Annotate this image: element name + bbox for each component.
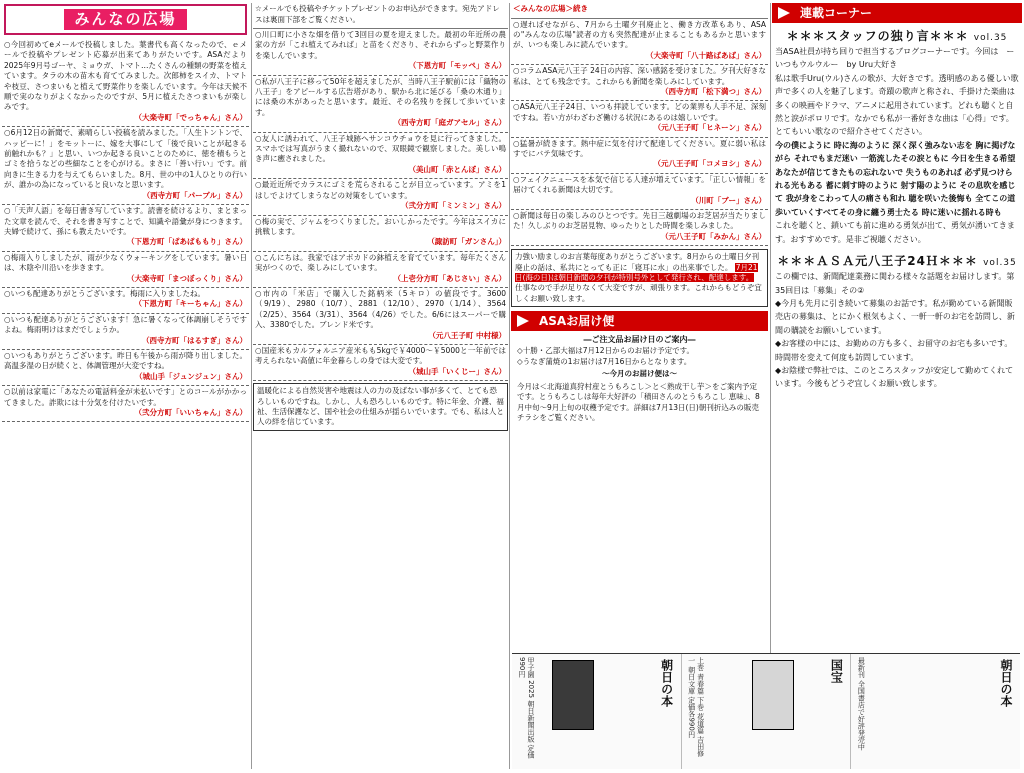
letter-signature: （下恩方町「ぱあぱももり」さん） [127,237,247,247]
list-item: ◇十勝・乙部大福は7月12日からのお届け予定です。 [517,346,694,356]
asa-title-text: ＊＊＊ＡＳＡ元八王子24Ｈ＊＊＊ [777,254,978,269]
book-series-title: 朝日の本 [659,659,674,707]
letter-text: ○新聞は毎日の楽しみのひとつです。先日三越劇場のお芝居が当たりました！久しぶりのお芝居見物、ゆったりとした時間を楽しみました。 [513,211,766,231]
letter-signature: （西寺方町「パープル」さん） [142,190,247,200]
reader-letter [253,29,508,76]
letter-signature: （城山手「ジュンジュン」さん） [134,371,247,381]
book-ad-asahi [851,654,1020,769]
staff-column-title [772,27,1022,44]
letter-signature: （上壱分方町「あじさい」さん） [393,273,506,283]
letter-signature: （下恩方町「モッペ」さん） [408,61,506,71]
staff-title-text: ＊＊＊スタッフの独り言＊＊＊ [786,29,969,43]
reader-letter [253,216,508,252]
book-ads [512,653,1020,769]
letter-signature: （元八王子町「ヒネーン」さん） [653,123,766,133]
triangle-icon [517,315,529,327]
reader-letter [2,386,249,422]
asa-24h-title [772,252,1022,269]
asa-reply-box [511,249,768,307]
triangle-icon [778,7,790,19]
column-divider [509,3,510,769]
letter-signature: （西寺方町「はるすぎ」さん） [142,335,247,345]
book-ad-kokuho [682,654,852,769]
reader-letter [511,174,768,210]
list-item: ◇うなぎ蒲焼の1お届けは7月16日からとなります。 [517,356,692,366]
asa-vol: vol.35 [983,258,1017,269]
letter-signature: （諏訪町「ガンさん」） [427,237,506,247]
asa-paragraph: ◆今月も先月に引き続いて募集のお話です。私が勤めている新聞販売店の募集は、とにかく根気もよく、一軒一軒のお宅を訪問し、新聞の購読をお願いしています。 [775,298,1015,335]
staff-intro: 当ASA社員が持ち回りで担当するブログコーナーです。今回は ーいつもウルウルー by Uru大好き [775,47,1015,70]
otodoke-title: ASAお届け便 [539,314,615,329]
otodoke-list [511,346,768,424]
reader-letter [253,133,508,180]
reader-letter [511,138,768,174]
reader-letter [2,350,249,386]
letter-text: ○川口町に小さな畑を借りて3回目の夏を迎えました。最初の年近所の農家の方が「これ植えてみれば」と苗をくださり、それからずっと野菜作りを楽しんでいます。 [255,30,506,60]
rensai-title: 連載コーナー [800,6,873,20]
letter-signature: （美山町「赤とんぼ」さん） [408,164,506,174]
letter-signature: （下恩方町「キーちゃん」さん） [134,299,247,309]
reader-letter [253,288,508,345]
otodoke-subtitle: ―ご注文品お届け日のご案内― [583,335,696,345]
lyrics-quote: 今の僕にように 時に海のように 深く深く強みない志を 胸に掲げながら それでもまだ迷い 一筋流したその涙ともに 今日を生きる希望 あなたが信じてきたもの忘れないで 失うものあれば 必ず見つけられる光もある 蓄に刺す時のように 射す陽のように その息吹を感じて 我が身をこわって人の痛さも和れ 聴を咲いた後悔も 全てこの道歩いていくすべてその身に纏う勇士たる 時に迷いに揺れる時も [775,140,1016,217]
asa-otodoke-header [511,311,768,331]
book-title: 国宝 [829,659,844,683]
staff-body [772,45,1022,246]
letter-text: ○梅の実で、ジャムをつくりました。おいしかったです。今年はスイカに挑戦します。 [255,216,506,236]
letter-text: ○いつも配達ありがとうございます。梅雨に入りましたね。 [4,288,205,298]
email-notice: ☆メールでも投稿やチケットプレゼントのお申込ができます。宛先アドレスは裏面下部をご覧ください。 [253,3,508,29]
reader-letter [2,288,249,314]
reader-letter [2,39,249,127]
otodoke-body: 今月は＜北海道真狩村産とうもろこし＞と＜熟成干し芋＞をご案内予定です。とうもろこしは毎年大好評の「積田さんのとうもろこし 恵味」、8月中旬〜9月上旬の収穫予定です。詳細は7月13日(日)朝刊折込みの販売チラシをご覧ください。 [517,381,760,423]
staff-vol: vol.35 [973,33,1008,43]
letter-signature: （元八王子町「みかん」さん） [661,231,766,241]
book-ad-koshien [512,654,682,769]
minna-hiroba-header [4,4,247,35]
letter-text: ○以前は家電に「あなたの電話料金が未払いです」とのコールがかかってきました。詐欺には十分気を付けたいです。 [4,387,247,407]
otodoke-sub: ～今月のお届け便は～ [602,369,677,379]
letter-signature: （城山手「いくじー」さん） [408,366,506,376]
letter-signature: （大楽寺町「でっちゃん」さん） [134,112,247,122]
letter-text: ○フェイクニュースを本気で信じる人達が増えています。「正しい情報」を届けてくれる新聞は大切です。 [513,174,766,195]
letter-text: ○国産米もカルフォルニア産米もも5kgで￥4000〜￥5000と一年前では考えられない高値に年金暮らしの身では大変です。 [255,345,506,366]
letter-signature: （弐分方町「ミンミン」さん） [401,201,506,211]
letter-text: ○こんにちは。我家ではアボカドの鉢植えを育てています。毎年たくさん実がつくので、楽しみにしています。 [255,252,506,273]
letter-signature: （川町「ブー」さん） [691,195,766,205]
letter-text: ○コラムASA元八王子 24日の内容、深い感銘を受けました。夕刊大好きな私は、とても残念です。これからも新聞を楽しみにしています。 [513,66,766,86]
letter-text: ○私が八王子に移って50年を超えましたが、当時八王子駅前には「織物の八王子」をアピールする広告塔があり、駅から北に延びる「桑の木通り」には桑の木があったと思います。最近、その名残りを探して歩いています。 [255,76,506,117]
editor-note-box [253,383,508,431]
asa-paragraph: ◆お陰様で弊社では、このところスタッフが安定して勤めてくれています。今後もどうぞ宜しくお願い致します。 [775,365,1014,389]
reader-letter [253,252,508,288]
reader-letter [253,76,508,133]
reader-letter [511,19,768,66]
column-letters-2 [253,3,508,769]
reply-text: 力強い励ましのお言葉毎度ありがとうございます。8月からの土曜日夕刊廃止の話は、私共にとっても正に「寝耳に水」の出来事でした。 [515,252,760,272]
reply-highlight: 7月21日(海の日)は朝日新聞の夕刊が特別号外として発行され、配達します。 [515,262,758,283]
letter-signature: （西寺方町「庭ガアセル」さん） [393,118,506,128]
reader-letter [2,205,249,252]
reader-letter [253,179,508,215]
book-ad-strip [512,653,1020,769]
asa-paragraph: ◆お客様の中には、お勤めの方も多く、お留守のお宅も多いです。時間帯を変えて何度も訪問しています。 [775,339,1013,362]
reader-letter [253,345,508,381]
reader-letter [2,127,249,205]
column-minna-hiroba [2,3,249,769]
letter-text: ○ASA元八王子24日、いつも拝読しています。どの業界も人手不足、深刻ですね。若い方がわざわざ働ける状況にあるのは嬉しいです。 [513,102,766,122]
letter-text: ○遅ればせながら、7月から土曜夕刊廃止と、働き方改革もあり、ASAの"みんなの広場"読者の方も突然配達が止まることもあるかと思いますが、いつも楽しみに読んでいます。 [513,19,766,50]
column-divider [251,3,252,769]
letter-text: ○市内の「米店」で購入した銘柄米（5キロ）の値段です。3600（9/19）、2980（10/7）、2881（12/10）、2970（1/14）、3564（2/25）、3564（3/31）、3564（4/26）でした。6/6にはスーパーで購入、3380でした。ブレンド米です。 [255,288,506,330]
letter-text: ○いつも配達ありがとうございます！急に暑くなって体調崩しそうですよね。梅雨明けはまだでしょうか。 [4,314,247,335]
continued-heading: ＜みんなの広場＞続き [511,3,768,19]
rensai-header [772,3,1022,23]
letter-text: ○猛暑が続きます。熱中症に気を付けて配達してください。夏に弱い私はすでにバテ気味です。 [513,138,766,158]
book-description: 最新刊 全国書店で好評発売中 [857,657,866,751]
letter-text: ○6月12日の新聞で、素晴らしい投稿を読みました。「人生トントンで、ハッピーに！」をモットーに、嫁を大事にして「後で良いことが起きる前触れかも？」と思い、いつか起きる良いことのために、徳を積もうとゴミを拾うなどの些細なことを心がける。まさに「善い行い」です。前向きに生きる力を与えてもらいました。8月、世の中の1人ひとりの行いが、誰かの為になっていると良いなと思います。 [4,128,247,190]
book-description: 甲子園 2025 朝日新聞出版 定価990円 [518,657,535,759]
book-description: 上巻 青春篇 下巻 花道篇 吉田修一 朝日文庫 定価各990円 [687,657,705,757]
letter-signature: （大楽寺町「八十路ばあば」さん） [646,50,766,60]
reader-letter [2,252,249,288]
asa-intro: この欄では、新聞配達業務に関わる様々な話題をお届けします。第35回目は「募集」その② [775,272,1015,295]
book-cover [752,660,794,730]
letter-text: ○今回初めてeメールで投稿しました。葉書代も高くなったので、ｅメールで投稿やプレゼント応募が出来てありがたいです。ASAだより2025年9月号ゴーヤ、ミョウガ、トマト…たくさんの種類の野菜を植えています。タラの木の苗木も育ててみました。次郎柿をスイカ、トマトや枝豆、さつまいもと植えて野菜作りを楽しんでいます。今年は天候不順で実のなりがよくなかったのですが、5月に植えたさつまいもが楽しみです。 [4,40,247,112]
letter-signature: （大楽寺町「まつぼっくり」さん） [127,273,247,283]
reader-letter [511,210,768,246]
reader-letter [511,101,768,137]
book-series-title: 朝日の本 [999,659,1014,707]
letter-text: ○友人に誘われて、八王子城跡へサンコウチョウを見に行ってきました。スマホでは写真がうまく撮れないので、双眼鏡で観察しました。美しい鳴き声に癒されました。 [255,133,506,164]
reader-letter [511,65,768,101]
letter-text: ○いつもありがとうございます。昨日も午後から雨が降り出しました。高温多湿の日が続くと、体調管理が大変ですね。 [4,350,247,371]
letter-text: ○最近近所でカラスにゴミを荒らされることが目立っています。アミを1 はしでよけてしまうなどの対策をしています。 [255,180,506,200]
asa-24h-body [772,270,1022,391]
letter-signature: （元八王子町 中村様） [428,330,506,340]
book-cover [552,660,594,730]
reply-text-tail: 仕事なので手が足りなくて大変ですが、頑張ります。これからもどうぞ宜しくお願い致します。 [515,283,762,303]
reader-letter [2,314,249,350]
letter-text: ○梅雨入りしましたが、雨が少なくウォーキングをしています。暑い日は、木陰や川沿いを歩きます。 [4,252,247,273]
letter-signature: （西寺方町「松下満つ」さん） [661,86,766,96]
editor-note-text: 温暖化による自然災害や地震は人の力の及ばない事が多くて、とても恐ろしいものですね。しかし、人も恐ろしいものです。特に年金、介護、福祉、生活保護など、国や社会の仕組みが揺らいでいます。でも、私は人と人の絆を信じています。 [257,386,504,427]
letter-signature: （元八王子町「コメヨシ」さん） [653,159,766,169]
staff-paragraph: 私は歌手Uru(ウル)さんの歌が、大好きです。透明感のある優しい歌声で多くの人を魅了します。奇蹟の歌声と称され、手掛けた楽曲は多くの映画やドラマ、アニメに起用されています。どれも聴くと自然と涙がポロリです。なかでも私が一番好きな曲は「心得」です。とてもいい歌なので紹介させてください。 [775,73,1019,137]
staff-closing: これを聴くと、鎖いても前に進める勇気が出て、勇気が湧いてきます。おすすめです。是非ご視聴ください。 [775,221,1015,244]
letter-signature: （弐分方町「いいちゃん」さん） [134,408,247,417]
section-title: みんなの広場 [64,9,187,30]
letter-text: ○「天声人語」を毎日書き写しています。読書を続けるより、まとまった文章を読んで、それを書き写すことで、知識や語彙が身につきます。夫婦で続けて、孫にも教えたいです。 [4,206,247,236]
